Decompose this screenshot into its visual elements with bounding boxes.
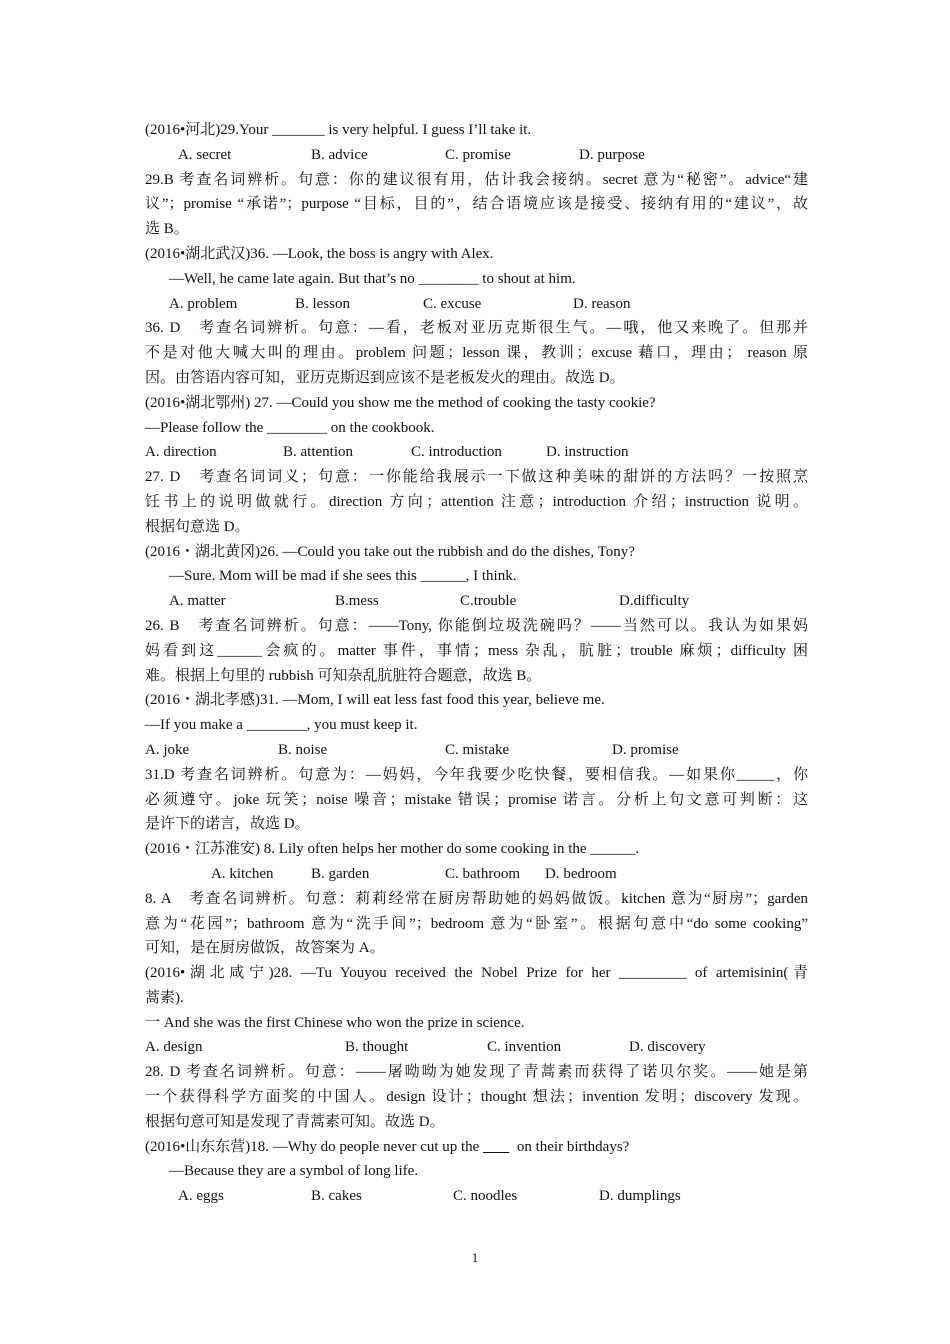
question-27-stem-2: —Please follow the ________ on the cookbook. — [145, 419, 435, 436]
option-a: A. kitchen — [211, 865, 274, 882]
question-18-options — [145, 1184, 808, 1209]
question-31-options — [145, 738, 808, 763]
option-c: C.trouble — [460, 593, 517, 610]
page-number: 1 — [471, 1250, 479, 1265]
question-18-stem — [145, 1135, 808, 1160]
answer-27-line-3: 根据句意选 D。 — [145, 518, 250, 535]
answer-31-line-3: 是许下的诺言，故选 D。 — [145, 816, 310, 833]
question-27-stem: (2016•湖北鄂州) 27. —Could you show me the method of cooking the tasty cookie? — [145, 394, 656, 411]
answer-26-line-2: 妈看到这______会疯的。matter 事件，事情；mess 杂乱，肮脏；trouble 麻烦；difficulty 困 — [145, 642, 808, 659]
option-b: B. garden — [311, 865, 370, 882]
question-26-stem-2: —Sure. Mom will be mad if she sees this ______, I think. — [169, 568, 517, 585]
option-c: C. promise — [445, 146, 511, 163]
question-28-stem: (2016•湖北咸宁)28. —Tu Youyou received the Nobel Prize for her _________ of artemisinin(青 — [145, 965, 808, 982]
option-c: C. noodles — [453, 1188, 518, 1205]
option-d: D. reason — [573, 295, 631, 312]
answer-8-line-2: 意为“花园”；bathroom 意为“洗手间”；bedroom 意为“卧室”。根据句意中“do some cooking” — [145, 915, 808, 932]
option-d: D. bedroom — [545, 865, 617, 882]
answer-36-line-1: 36. D 考查名词辨析。句意：—看，老板对亚历克斯很生气。—哦，他又来晚了。但那并 — [145, 320, 808, 337]
option-d: D. dumplings — [599, 1188, 681, 1205]
answer-27-line-1: 27. D 考查名词词义；句意：一你能给我展示一下做这种美味的甜饼的方法吗？一按照烹 — [145, 469, 808, 486]
answer-28-line-1: 28. D 考查名词辨析。句意：——屠呦呦为她发现了青蒿素而获得了诺贝尔奖。——她是第 — [145, 1064, 808, 1081]
question-36-stem: (2016•湖北武汉)36. —Look, the boss is angry with Alex. — [145, 245, 494, 262]
answer-29-line-1: 29.B 考查名词辨析。句意：你的建议很有用，估计我会接纳。secret 意为“秘密”。advice“建 — [145, 171, 808, 188]
answer-29-line-2: 议”；promise “承诺”；purpose “目标，目的”，结合语境应该是接受、接纳有用的“建议”，故 — [145, 196, 808, 213]
option-d: D. instruction — [546, 444, 629, 461]
answer-31-line-2: 必须遵守。joke 玩笑；noise 噪音；mistake 错误；promise 诺言。分析上句文意可判断：这 — [145, 791, 808, 808]
question-18-prefix: (2016•山东东营)18. —Why do people never cut up the — [145, 1138, 484, 1155]
option-d: D. discovery — [629, 1039, 706, 1056]
question-18-suffix: on their birthdays? — [509, 1138, 630, 1155]
question-26-options — [145, 589, 808, 614]
answer-29-line-3: 选 B。 — [145, 221, 189, 238]
answer-36-line-3: 因。由答语内容可知，亚历克斯迟到应该不是老板发火的理由。故选 D。 — [145, 369, 625, 386]
option-c: C. invention — [487, 1039, 562, 1056]
answer-8-line-1: 8. A 考查名词辨析。句意：莉莉经常在厨房帮助她的妈妈做饭。kitchen 意为“厨房”；garden — [145, 890, 808, 907]
question-18-stem-2: —Because they are a symbol of long life. — [169, 1163, 419, 1180]
option-a: A. eggs — [178, 1188, 224, 1205]
option-b: B.mess — [335, 593, 379, 610]
option-c: C. mistake — [445, 741, 510, 758]
question-28-stem-cont: 蒿素). — [145, 989, 184, 1006]
question-8-stem: (2016・江苏淮安) 8. Lily often helps her mother do some cooking in the ______. — [145, 841, 640, 858]
question-29-options — [145, 143, 808, 168]
option-b: B. advice — [311, 146, 368, 163]
option-b: B. cakes — [311, 1188, 362, 1205]
option-a: A. direction — [145, 444, 217, 461]
option-a: A. joke — [145, 741, 190, 758]
question-8-options — [145, 862, 808, 887]
question-29-stem: (2016•河北)29.Your _______ is very helpful. I guess I’ll take it. — [145, 122, 532, 138]
option-d: D. promise — [612, 741, 679, 758]
answer-28-line-3: 根据句意可知是发现了青蒿素可知。故选 D。 — [145, 1113, 445, 1130]
option-a: A. matter — [169, 593, 226, 610]
answer-36-line-2: 不是对他大喊大叫的理由。problem 问题；lesson 课，教训；excuse 藉口，理由； reason 原 — [145, 345, 808, 362]
option-b: B. attention — [283, 444, 353, 461]
question-28-stem-2: 一 And she was the first Chinese who won the prize in science. — [145, 1014, 525, 1031]
answer-26-line-1: 26. B 考查名词辨析。句意：——Tony, 你能倒垃圾洗碗吗？——当然可以。我认为如果妈 — [145, 617, 808, 634]
document-page — [145, 118, 808, 1209]
question-36-options — [145, 292, 808, 317]
answer-26-line-3: 难。根据上句里的 rubbish 可知杂乱肮脏符合题意，故选 B。 — [145, 667, 542, 684]
question-26-stem: (2016・湖北黄冈)26. —Could you take out the rubbish and do the dishes, Tony? — [145, 543, 635, 560]
option-a: A. problem — [169, 295, 238, 312]
option-b: B. thought — [345, 1039, 409, 1056]
answer-28-line-2: 一个获得科学方面奖的中国人。design 设计；thought 想法；invention 发明；discovery 发现。 — [145, 1089, 808, 1106]
option-a: A. design — [145, 1039, 203, 1056]
option-d: D. purpose — [579, 146, 645, 163]
question-28-options — [145, 1035, 808, 1060]
answer-31-line-1: 31.D 考查名词辨析。句意为：—妈妈，今年我要少吃快餐，要相信我。—如果你_____，你 — [145, 766, 808, 783]
option-b: B. lesson — [295, 295, 351, 312]
answer-8-line-3: 可知，是在厨房做饭，故答案为 A。 — [145, 940, 385, 957]
question-31-stem-2: —If you make a ________, you must keep it. — [145, 717, 418, 734]
question-36-stem-2: —Well, he came late again. But that’s no ________ to shout at him. — [169, 270, 576, 287]
answer-27-line-2: 饪书上的说明做就行。direction 方向；attention 注意；introduction 介绍；instruction 说明。 — [145, 493, 808, 510]
question-31-stem: (2016・湖北孝感)31. —Mom, I will eat less fast food this year, believe me. — [145, 692, 605, 709]
question-18-blank — [483, 1139, 509, 1155]
option-b: B. noise — [278, 741, 328, 758]
option-c: C. introduction — [411, 444, 502, 461]
option-c: C. bathroom — [445, 865, 520, 882]
question-27-options — [145, 440, 808, 465]
option-d: D.difficulty — [619, 593, 690, 610]
option-a: A. secret — [178, 146, 232, 163]
option-c: C. excuse — [423, 295, 482, 312]
